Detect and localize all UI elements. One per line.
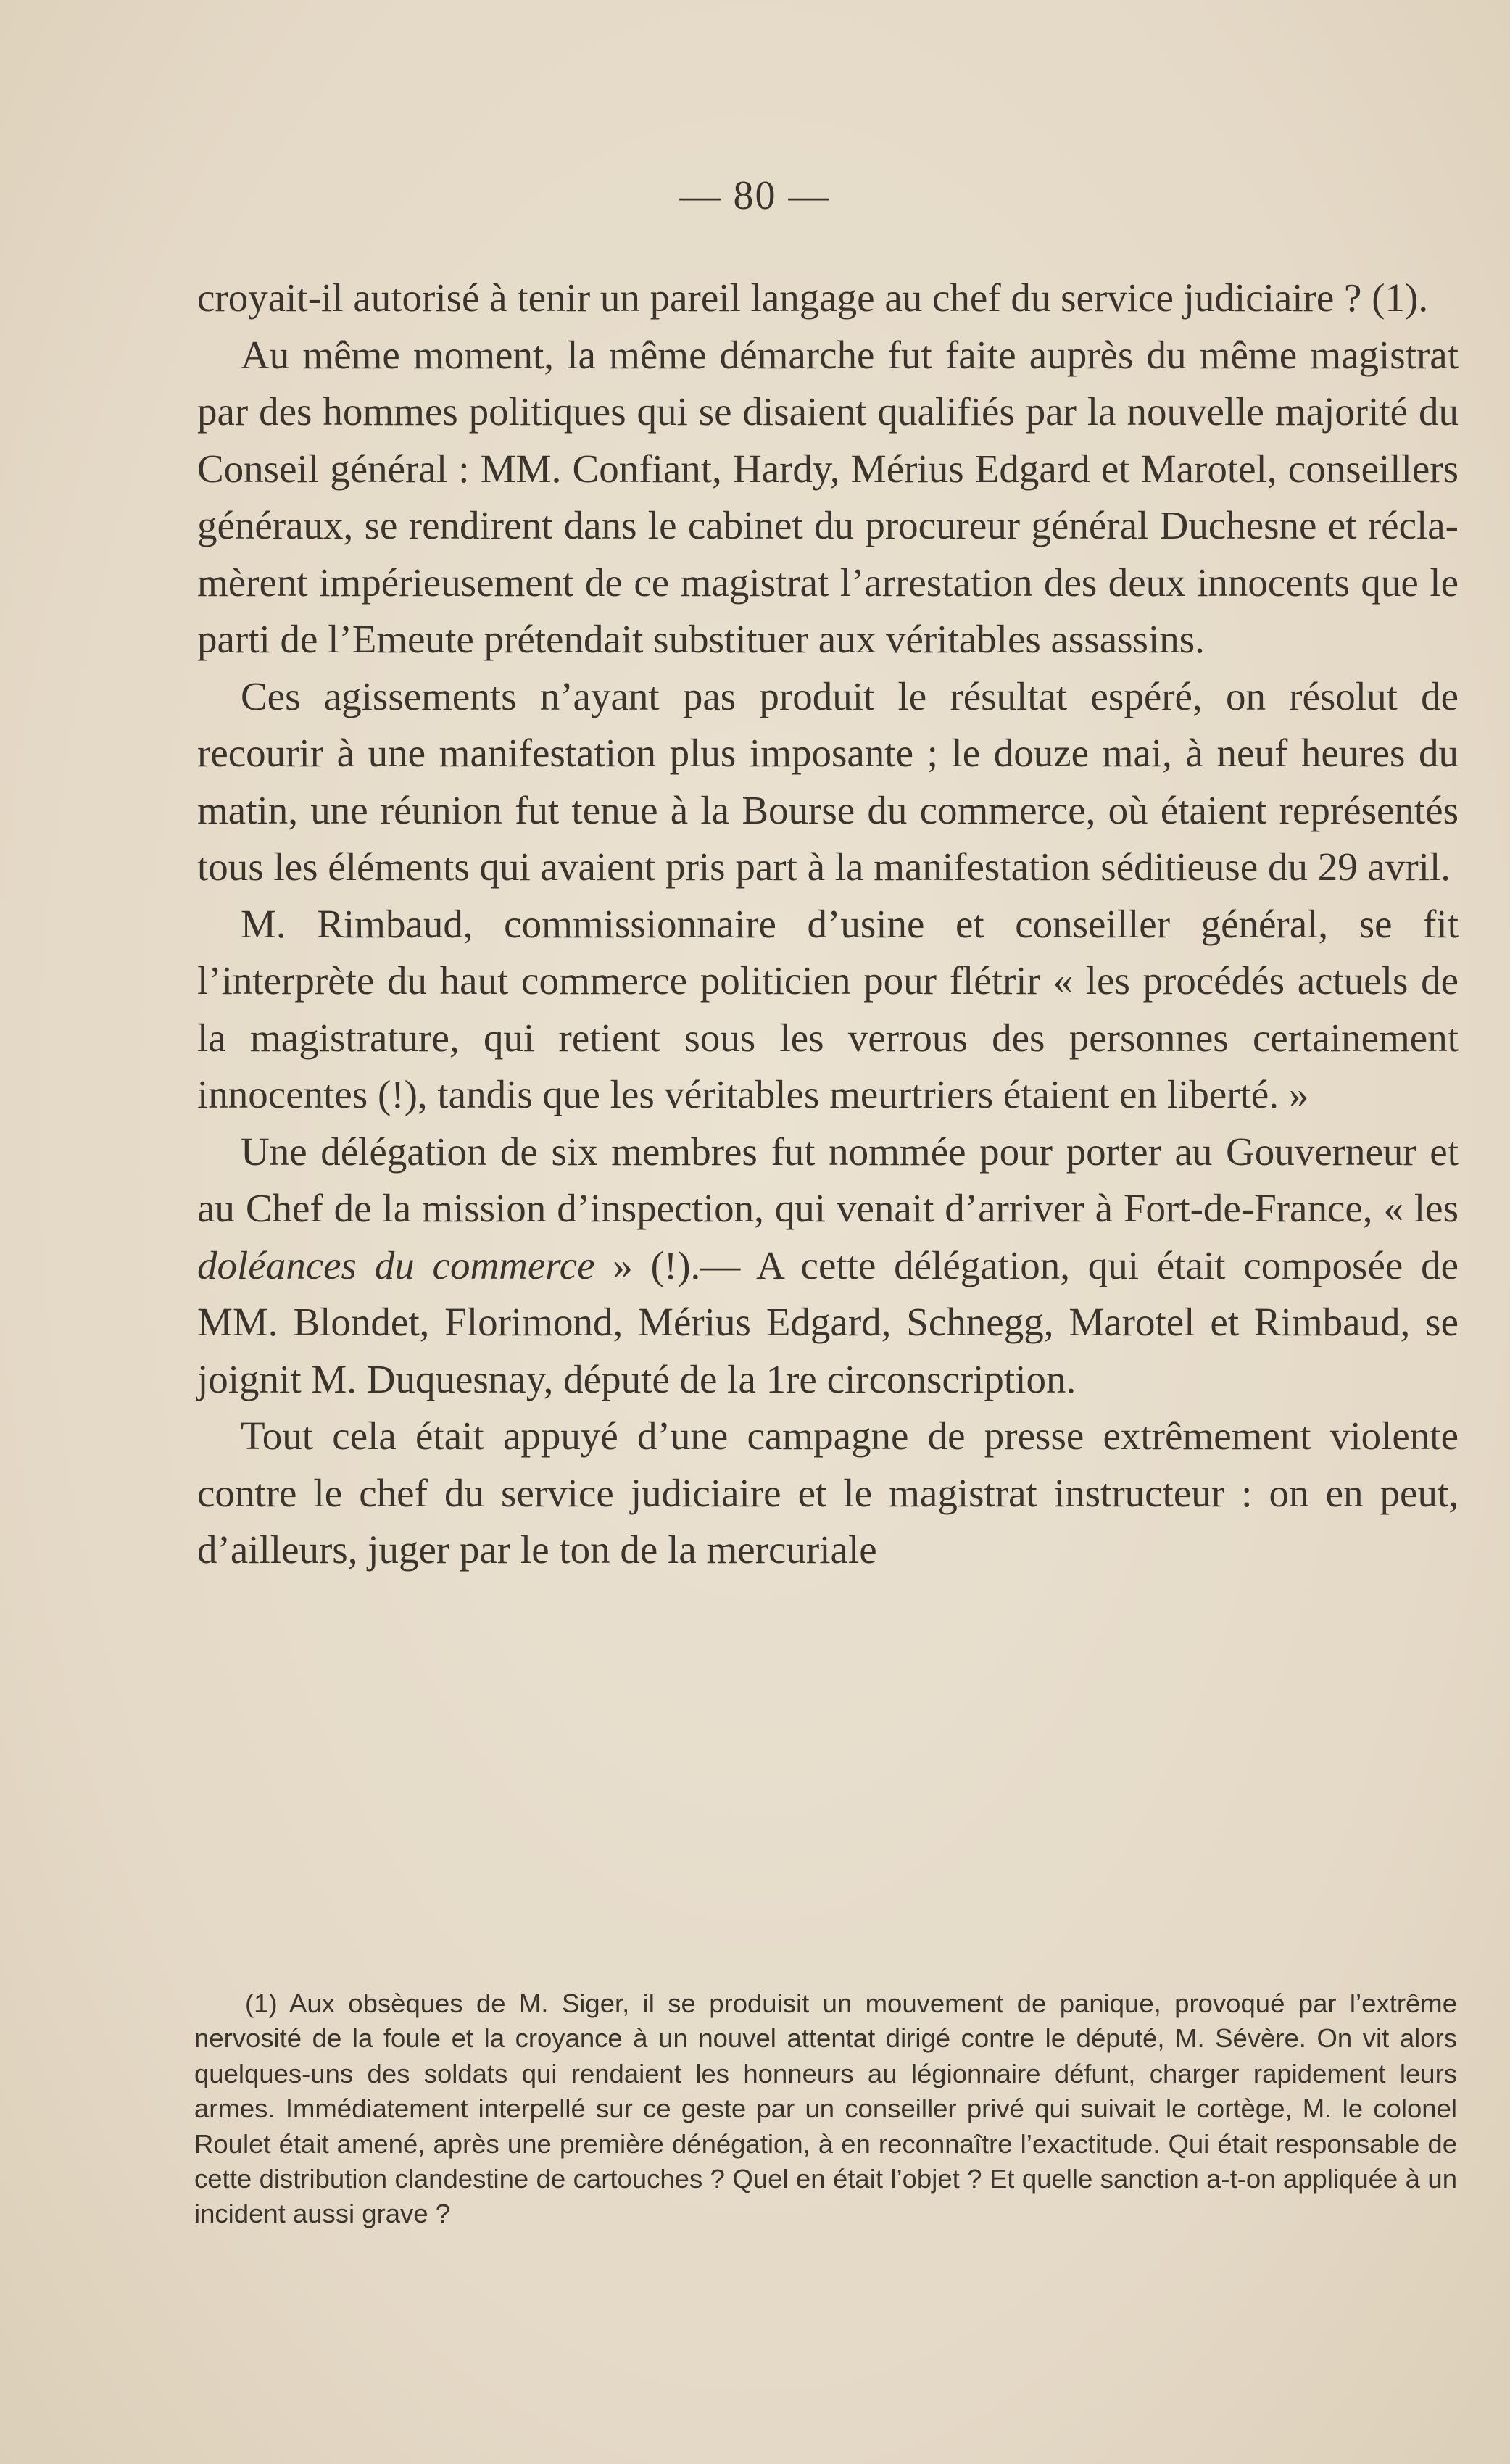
paragraph-3: Ces agissements n’ayant pas produit le résultat espéré, on résolut de recourir à une manifestation plus imposante ; le douze mai, à neuf heures du matin, une réunion fut tenue à la Bourse du commerce, où étaient représentés tous les éléments qui avaient pris part à la manifestation séditieuse du 29 avril. (197, 673, 1459, 889)
paragraph-5-after: » (!).— A cette délégation, qui était composée de MM. Blondet, Florimond, Mérius Edgard, Schnegg, Marotel et Rimbaud, se joignit M. Duquesnay, député de la 1re circonscription. (197, 1243, 1459, 1401)
paragraph-5-before: Une délégation de six membres fut nommée pour porter au Gouverneur et au Chef de la mission d’inspection, qui venait d’arriver à Fort-de-France, « les (197, 1129, 1459, 1230)
page-number: — 80 — (679, 173, 831, 218)
paragraph-5 (197, 1124, 1459, 1409)
paragraph-4: M. Rimbaud, commissionnaire d’usine et conseiller général, se fit l’interprète du haut commerce politicien pour flétrir « les procédés actuels de la magistrature, qui retient sous les verrous des personnes certainement innocentes (!), tandis que les véritables meurtriers étaient en liberté. » (197, 901, 1459, 1116)
footnote (194, 1986, 1457, 2232)
paragraph-2: Au même moment, la même démarche fut faite auprès du même magistrat par des hommes politiques qui se disaient qualifiés par la nouvelle majorité du Conseil général : MM. Confiant, Hardy, Mérius Edgard et Marotel, conseillers généraux, se rendirent dans le cabinet du procureur général Duchesne et réclamèrent impérieusement de ce magistrat l’arrestation des deux innocents que le parti de l’Emeute prétendait substituer aux véritables assassins. (197, 332, 1459, 661)
paragraph-1: croyait-il autorisé à tenir un pareil langage au chef du service judiciaire ? (1). (197, 275, 1429, 320)
paragraph-5-italic: doléances du commerce (197, 1243, 595, 1287)
paragraph-6: Tout cela était appuyé d’une campagne de presse extrêmement violente contre le chef du service judiciaire et le magistrat instructeur : on en peut, d’ailleurs, juger par le ton de la mercuriale (197, 1414, 1459, 1572)
body-text (197, 270, 1459, 1579)
footnote-text: (1) Aux obsèques de M. Siger, il se produisit un mouvement de panique, provoqué par l’extrême nervosité de la foule et la croyance à un nouvel attentat dirigé contre le député, M. Sévère. On vit alors quelques-uns des soldats qui rendaient les honneurs au légionnaire défunt, charger rapidement leurs armes. Immédiatement interpellé sur ce geste par un conseiller privé qui suivait le cortège, M. le colonel Roulet était amené, après une première dénégation, à en reconnaître l’exactitude. Qui était responsable de cette distribution clandestine de cartouches ? Quel en était l’objet ? Et quelle sanction a-t-on appliquée à un incident aussi grave ? (194, 1988, 1457, 2229)
